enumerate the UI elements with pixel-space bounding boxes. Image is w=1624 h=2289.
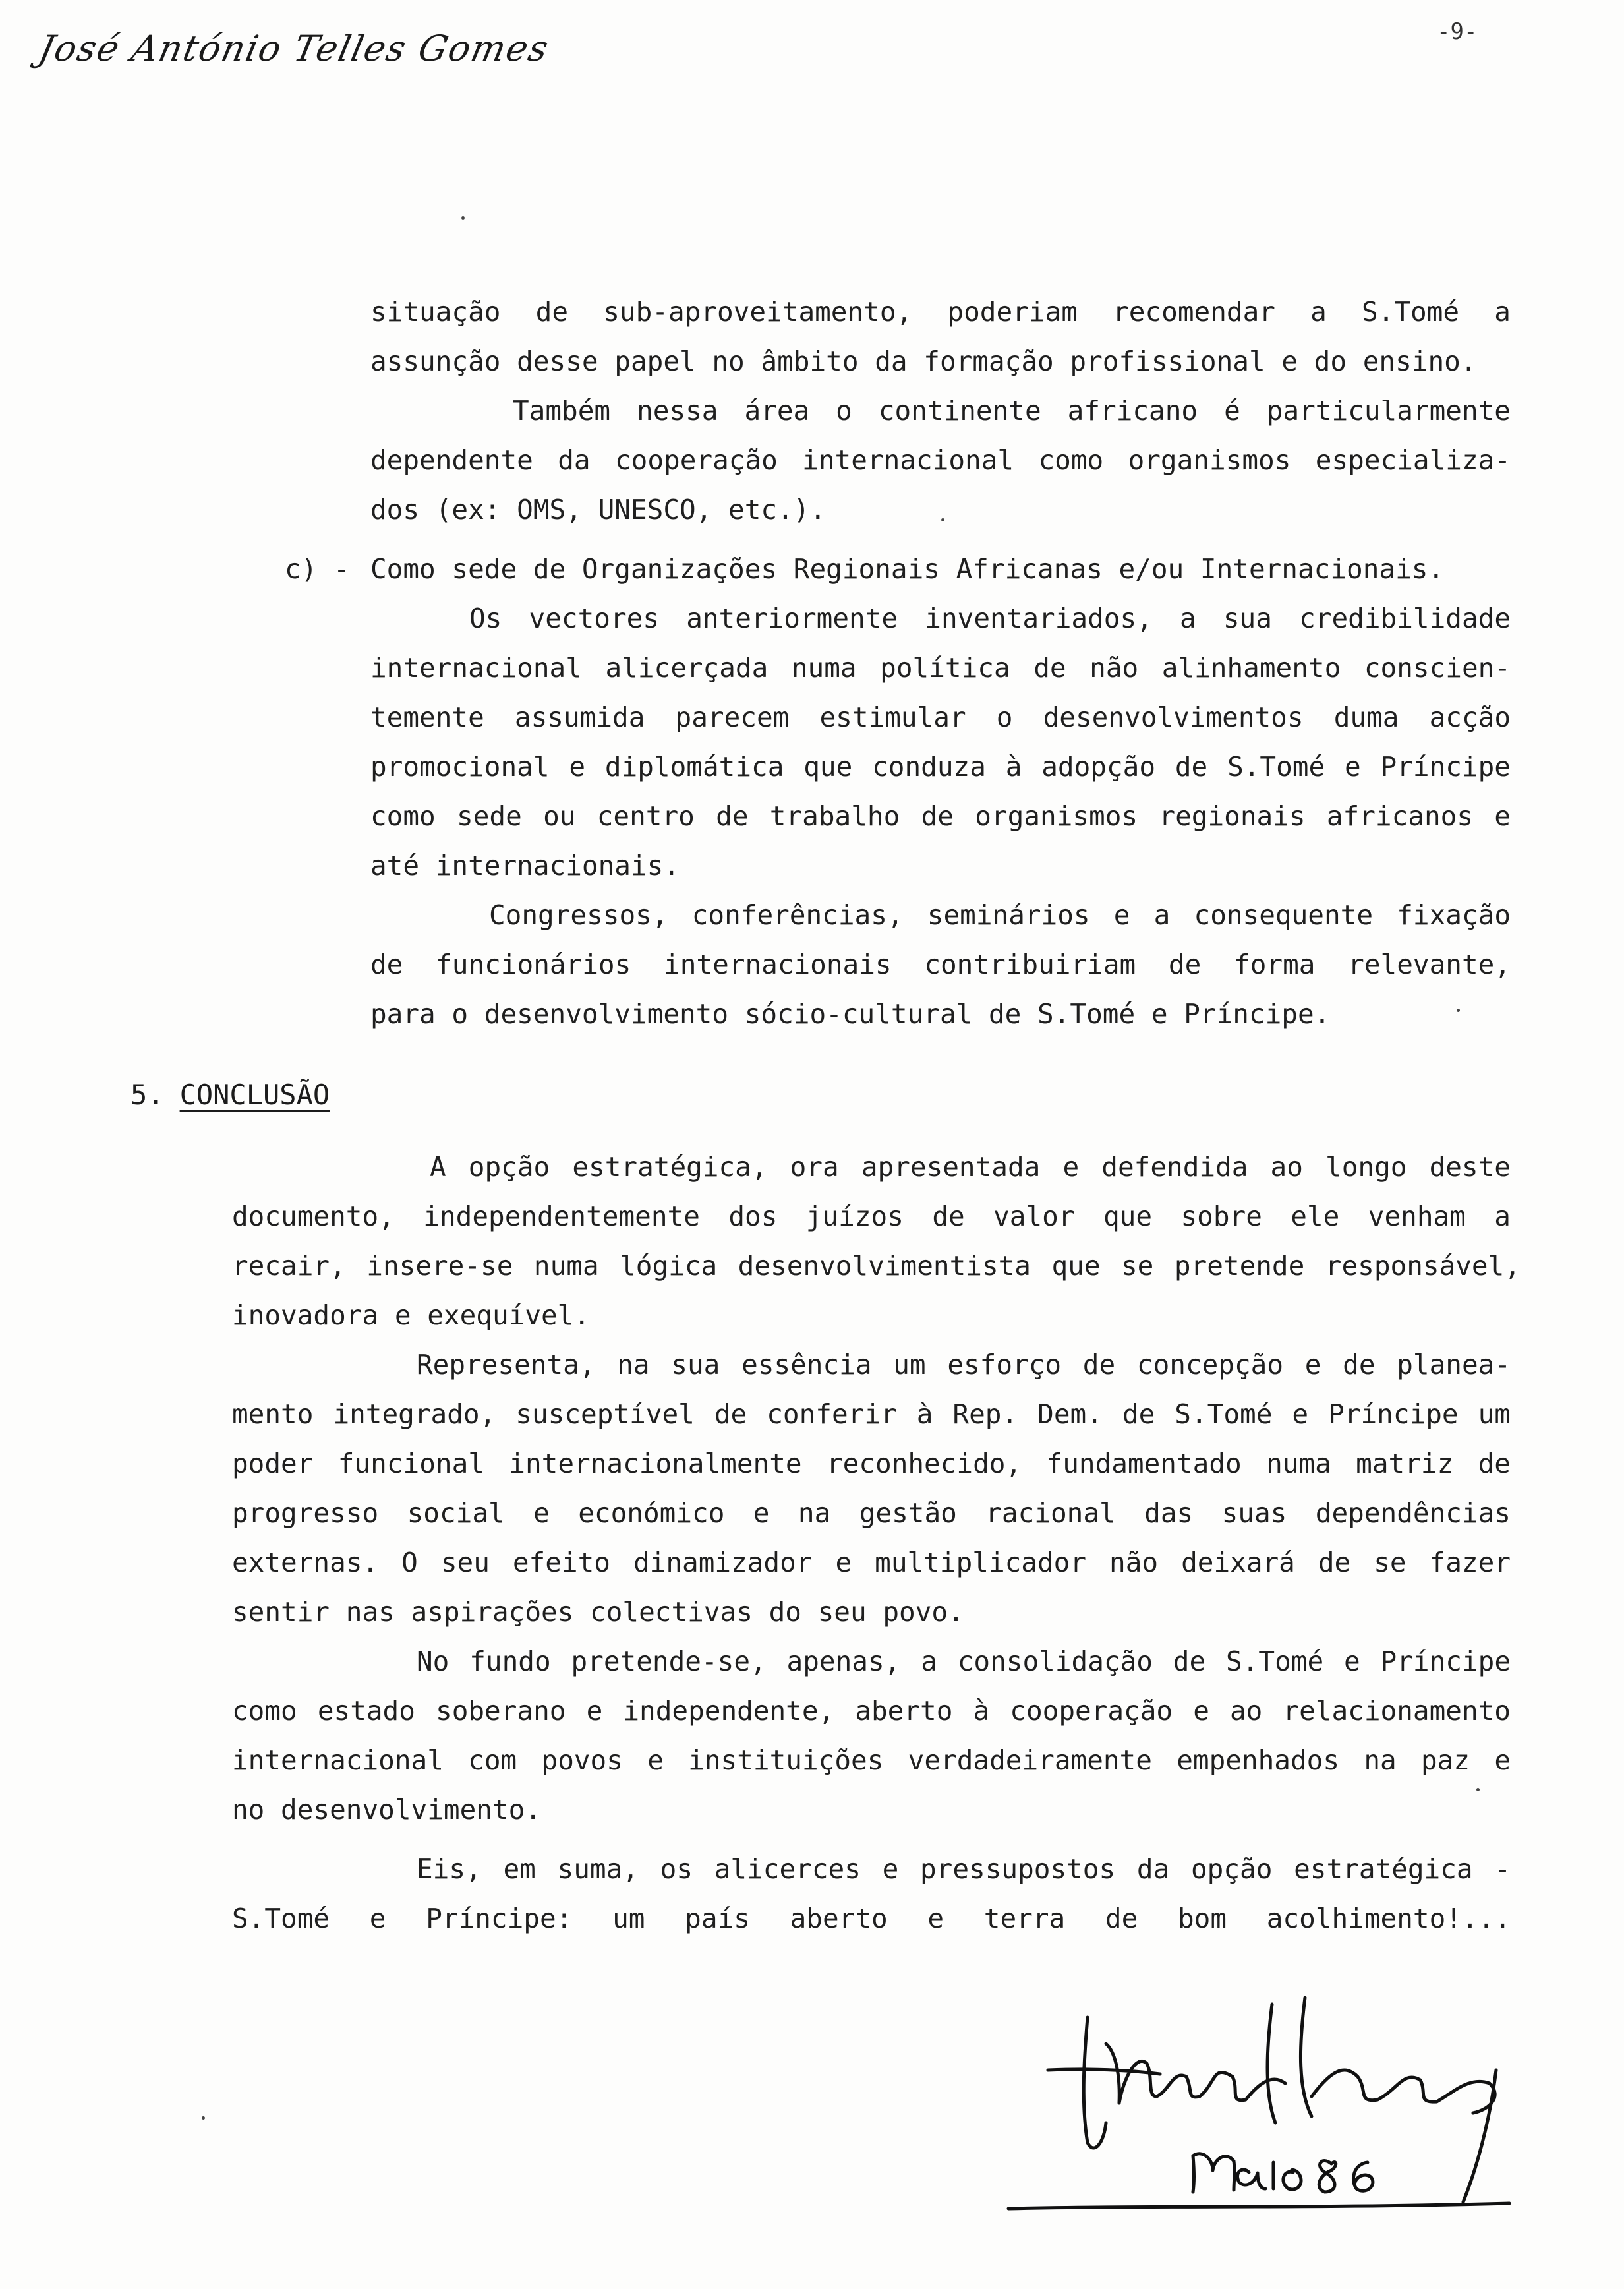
text-line: até internacionais. (370, 850, 680, 881)
text-line: Também nessa área o continente africano é particularmente (513, 395, 1511, 427)
scan-speck (1476, 1788, 1480, 1791)
section-title: CONCLUSÃO (179, 1079, 330, 1111)
text-line: mento integrado, susceptível de conferir à Rep. Dem. de S.Tomé e Príncipe um (232, 1398, 1511, 1430)
handwritten-signature (989, 1981, 1529, 2228)
page-number: -9- (1437, 18, 1478, 45)
scan-speck (941, 518, 944, 521)
text-line: No fundo pretende-se, apenas, a consolidação de S.Tomé e Príncipe (417, 1646, 1511, 1677)
text-line: progresso social e económico e na gestão racional das suas dependências (232, 1497, 1511, 1529)
text-line: sentir nas aspirações colectivas do seu povo. (232, 1596, 964, 1628)
text-line: Representa, na sua essência um esforço de concepção e de planea- (417, 1349, 1511, 1381)
text-line: para o desenvolvimento sócio-cultural de S.Tomé e Príncipe. (370, 998, 1331, 1030)
signature-date: Maio 86 (989, 1981, 1033, 1994)
section-number: 5. (130, 1079, 164, 1111)
text-line: S.Tomé e Príncipe: um país aberto e terra de bom acolhimento!... (232, 1903, 1511, 1934)
scan-speck (1457, 1009, 1460, 1012)
text-line: promocional e diplomática que conduza à adopção de S.Tomé e Príncipe (370, 751, 1511, 783)
text-line: situação de sub-aproveitamento, poderiam recomendar a S.Tomé a (370, 296, 1511, 328)
list-marker: c) - (285, 553, 350, 585)
text-line: documento, independentemente dos juízos de valor que sobre ele venham a (232, 1201, 1511, 1232)
text-line: como estado soberano e independente, aberto à cooperação e ao relacionamento (232, 1695, 1511, 1727)
text-line: internacional alicerçada numa política de não alinhamento conscien- (370, 652, 1511, 684)
text-line: assunção desse papel no âmbito da formação profissional e do ensino. (370, 345, 1477, 377)
text-line: externas. O seu efeito dinamizador e multiplicador não deixará de se fazer (232, 1547, 1511, 1578)
text-line: Eis, em suma, os alicerces e pressupostos da opção estratégica - (417, 1853, 1511, 1885)
text-line: internacional com povos e instituições verdadeiramente empenhados na paz e (232, 1744, 1511, 1776)
author-handwritten-header: José António Telles Gomes (35, 28, 554, 69)
text-line: Os vectores anteriormente inventariados, a sua credibilidade (469, 603, 1511, 634)
item-heading: Como sede de Organizações Regionais Africanas e/ou Internacionais. (370, 553, 1445, 585)
text-line: temente assumida parecem estimular o desenvolvimentos duma acção (370, 701, 1511, 733)
text-line: A opção estratégica, ora apresentada e defendida ao longo deste (430, 1151, 1511, 1183)
text-line: como sede ou centro de trabalho de organismos regionais africanos e (370, 800, 1511, 832)
scan-speck (461, 216, 465, 220)
text-line: de funcionários internacionais contribuiriam de forma relevante, (370, 949, 1511, 980)
text-line: inovadora e exequível. (232, 1299, 591, 1331)
text-line: no desenvolvimento. (232, 1794, 541, 1826)
text-line: dos (ex: OMS, UNESCO, etc.). (370, 494, 826, 525)
text-line: recair, insere-se numa lógica desenvolvimentista que se pretende responsável, (232, 1250, 1521, 1282)
text-line: Congressos, conferências, seminários e a consequente fixação (489, 899, 1511, 931)
text-line: poder funcional internacionalmente reconhecido, fundamentado numa matriz de (232, 1448, 1511, 1479)
text-line: dependente da cooperação internacional como organismos especializa- (370, 444, 1511, 476)
section-heading (130, 1079, 330, 1111)
scan-speck (202, 2116, 205, 2120)
